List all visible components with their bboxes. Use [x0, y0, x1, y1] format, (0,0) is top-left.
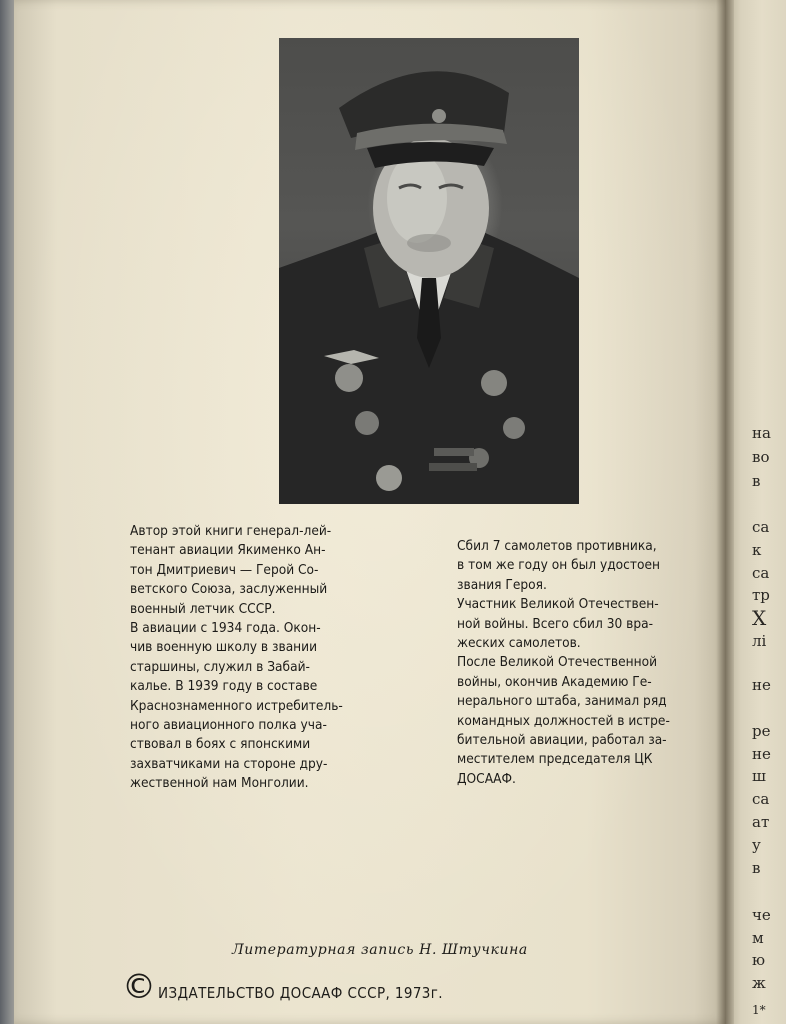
facing-page-fragment: Х	[752, 606, 767, 630]
facing-page-fragment: во	[752, 448, 770, 466]
facing-page-fragment: м	[752, 929, 764, 947]
facing-page-fragment: тр	[752, 586, 770, 604]
facing-page-fragment: в	[752, 859, 761, 877]
publisher-text: ИЗДАТЕЛЬСТВО ДОСААФ СССР, 1973г.	[158, 984, 443, 1002]
bio-paragraph: Участник Великой Отечествен- ной войны. Всего сбил 30 вра- жеских самолетов.	[457, 596, 659, 652]
facing-page-fragment: че	[752, 906, 771, 924]
portrait-photo	[279, 38, 579, 504]
bio-left-column	[130, 522, 402, 794]
facing-page-fragment: к	[752, 541, 762, 559]
bio-right-column	[457, 537, 733, 789]
publisher-line	[122, 967, 443, 1007]
facing-page-edge	[726, 0, 786, 1024]
bio-paragraph: Автор этой книги генерал-лей- тенант авиации Якименко Ан- тон Дмитриевич — Герой Со- ветского Союза, заслуженный военный летчик СССР.	[130, 523, 332, 617]
facing-page-fragment: не	[752, 745, 771, 763]
author-portrait-photo	[279, 38, 579, 504]
page-gutter-shadow	[716, 0, 734, 1024]
bio-paragraph: Сбил 7 самолетов противника, в том же году он был удостоен звания Героя.	[457, 538, 660, 593]
book-page	[14, 0, 730, 1024]
copyright-icon: ©	[122, 967, 156, 1007]
facing-page-fragment: у	[752, 836, 761, 854]
facing-page-fragment: на	[752, 424, 771, 442]
facing-page-fragment: лі	[752, 632, 767, 650]
bio-paragraph: После Великой Отечественной войны, окончив Академию Ге- нерального штаба, занимал ряд командных должностей в истре- бительной авиации, работал за- местителем председателя ЦК ДОСААФ.	[457, 654, 670, 787]
literary-credit: Литературная запись Н. Штучкина	[232, 942, 528, 958]
facing-page-fragment: в	[752, 472, 761, 490]
facing-page-fragment: ат	[752, 813, 770, 831]
facing-page-fragment: ре	[752, 722, 771, 740]
facing-page-fragment: не	[752, 676, 771, 694]
facing-page-fragment: ш	[752, 767, 766, 785]
facing-page-fragment: са	[752, 790, 770, 808]
facing-page-fragment: 1*	[752, 1003, 766, 1017]
facing-page-fragment: са	[752, 564, 770, 582]
facing-page-fragment: са	[752, 518, 770, 536]
facing-page-fragment: ю	[752, 951, 766, 969]
facing-page-fragment: ж	[752, 974, 766, 992]
bio-paragraph: В авиации с 1934 года. Окон- чив военную школу в звании старшины, служил в Забай- калье. В 1939 году в составе Краснознаменного истребитель- ного авиационного полка уча- ствовал в боях с японскими захватчиками на стороне дру- жественной нам Монголии.	[130, 620, 343, 792]
